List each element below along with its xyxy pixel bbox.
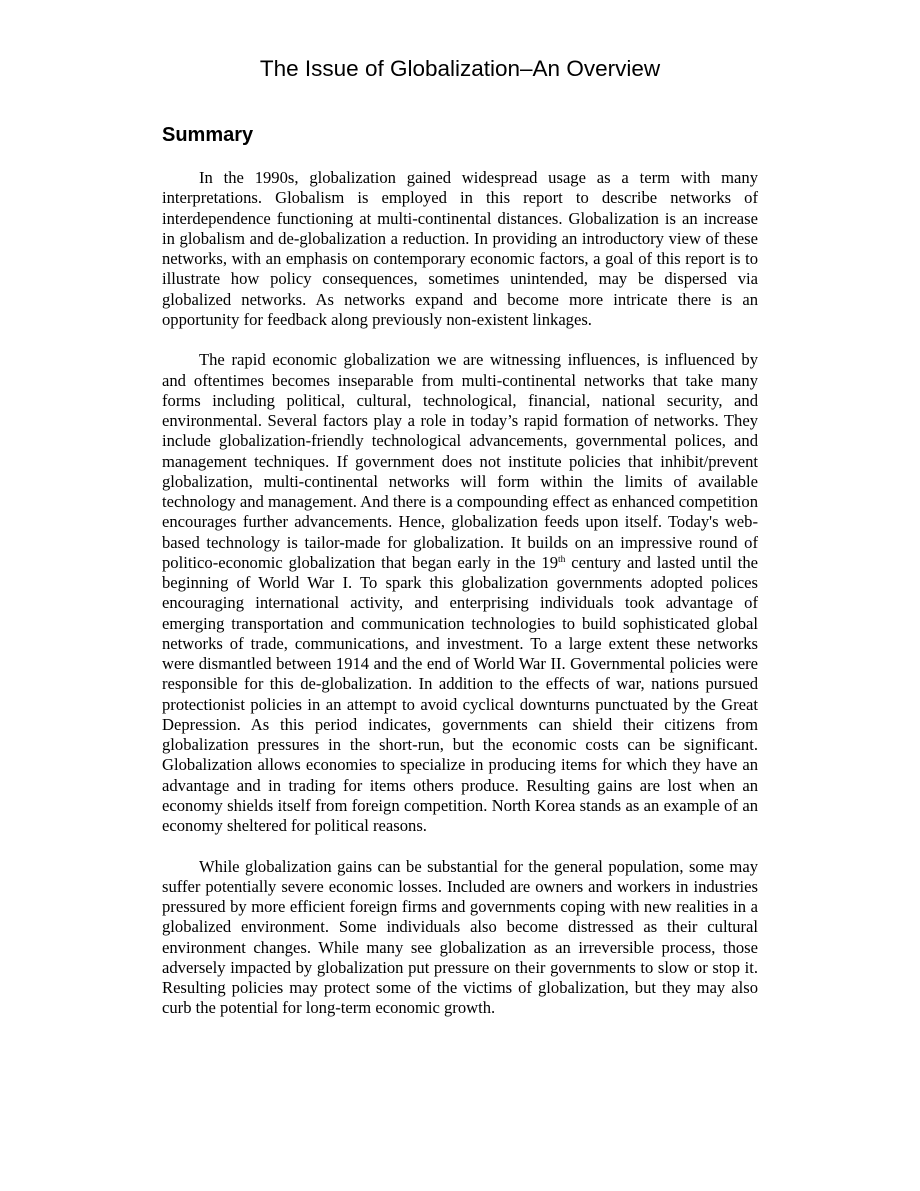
paragraph-2	[162, 350, 758, 836]
paragraph-2-text-end: century and lasted until the beginning of World War I. To spark this globalization governments adopted polices encouraging international activity, and enterprising individuals took advantage of emerging transportation and communication technologies to build sophisticated global networks of trade, communications, and investment. To a large extent these networks were dismantled between 1914 and the end of World War II. Governmental policies were responsible for this de-globalization. In addition to the effects of war, nations pursued protectionist policies in an attempt to avoid cyclical downturns punctuated by the Great Depression. As this period indicates, governments can shield their citizens from globalization pressures in the short-run, but the economic costs can be significant. Globalization allows economies to specialize in producing items for which they have an advantage and in trading for items others produce. Resulting gains are lost when an economy shields itself from foreign competition. North Korea stands as an example of an economy sheltered for political reasons.	[162, 552, 758, 835]
summary-body	[162, 168, 758, 1039]
paragraph-2-text-start: The rapid economic globalization we are witnessing influences, is influenced by and oftentimes becomes inseparable from multi-continental networks that take many forms including political, cultural, technological, financial, national security, and environmental. Several factors play a role in today’s rapid formation of networks. They include globalization-friendly technological advancements, governmental polices, and management techniques. If government does not institute policies that inhibit/prevent globalization, multi-continental networks will form within the limits of available technology and management. And there is a compounding effect as enhanced competition encourages further advancements. Hence, globalization feeds upon itself. Today's web-based technology is tailor-made for globalization. It builds on an impressive round of politico-economic globalization that began early in the 19	[162, 350, 758, 572]
paragraph-1: In the 1990s, globalization gained widespread usage as a term with many interpretations. Globalism is employed in this report to describe networks of interdependence functioning at multi-continental distances. Globalization is an increase in globalism and de-globalization a reduction. In providing an introductory view of these networks, with an emphasis on contemporary economic factors, a goal of this report is to illustrate how policy consequences, sometimes unintended, may be dispersed via globalized networks. As networks expand and become more intricate there is an opportunity for feedback along previously non-existent linkages.	[162, 168, 758, 329]
ordinal-superscript: th	[558, 554, 566, 565]
document-title: The Issue of Globalization–An Overview	[259, 56, 661, 81]
paragraph-3: While globalization gains can be substantial for the general population, some may suffer potentially severe economic losses. Included are owners and workers in industries pressured by more efficient foreign firms and governments coping with new realities in a globalized environment. Some individuals also become distressed as their cultural environment changes. While many see globalization as an irreversible process, those adversely impacted by globalization put pressure on their governments to slow or stop it. Resulting policies may protect some of the victims of globalization, but they may also curb the potential for long-term economic growth.	[162, 856, 758, 1018]
section-heading-summary: Summary	[162, 124, 254, 146]
